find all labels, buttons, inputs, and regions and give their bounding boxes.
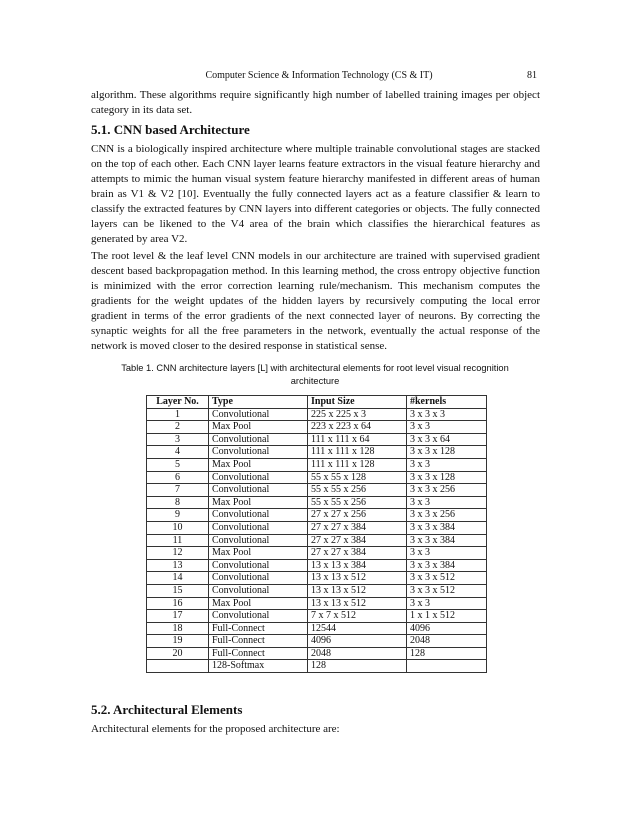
- table-cell: 2048: [407, 635, 487, 648]
- table-cell: 111 x 111 x 128: [308, 446, 407, 459]
- table-cell: 13 x 13 x 512: [308, 597, 407, 610]
- table-cell: 7 x 7 x 512: [308, 610, 407, 623]
- table-cell: 128: [407, 647, 487, 660]
- table-cell: 13 x 13 x 512: [308, 584, 407, 597]
- table-row: [147, 509, 487, 522]
- section-5-1-paragraph-1: CNN is a biologically inspired architecture where multiple trainable convolutional stages are stacked on the top of each other. Each CNN layer learns feature extractors in the visual feature hierarchy and attempts to mimic the human visual system feature hierarchy manifested in different areas of human brain as V1 & V2 [10]. Eventually the fully connected layers act as a feature classifier & learn to classify the extracted features by CNN layers into different categories or objects. The fully connected layers can be likened to the V4 area of the brain which classifies the hierarchical features as generated by area V2.: [91, 143, 540, 245]
- table-row: [147, 547, 487, 560]
- table-cell: Full-Connect: [209, 635, 308, 648]
- table-cell: 4: [147, 446, 209, 459]
- table-cell: Convolutional: [209, 484, 308, 497]
- table-row: [147, 484, 487, 497]
- table-cell: Max Pool: [209, 458, 308, 471]
- table-cell: 3 x 3 x 512: [407, 572, 487, 585]
- table-cell: 12: [147, 547, 209, 560]
- table-cell: 3 x 3: [407, 421, 487, 434]
- table-cell: 55 x 55 x 128: [308, 471, 407, 484]
- table-cell: 12544: [308, 622, 407, 635]
- table-row: [147, 458, 487, 471]
- table-cell: Convolutional: [209, 610, 308, 623]
- table-row: [147, 534, 487, 547]
- section-5-2-paragraph-1: Architectural elements for the proposed architecture are:: [91, 723, 340, 735]
- table-cell: Convolutional: [209, 559, 308, 572]
- table-cell: 1 x 1 x 512: [407, 610, 487, 623]
- table-cell: 16: [147, 597, 209, 610]
- table-cell: Convolutional: [209, 446, 308, 459]
- table-cell: Max Pool: [209, 421, 308, 434]
- table-cell: 4096: [308, 635, 407, 648]
- table-cell: Convolutional: [209, 584, 308, 597]
- table-cell: 3 x 3: [407, 496, 487, 509]
- table-cell: 3 x 3 x 256: [407, 484, 487, 497]
- table-row: [147, 635, 487, 648]
- table-cell: 128-Softmax: [209, 660, 308, 673]
- table-cell: 20: [147, 647, 209, 660]
- table-cell: 27 x 27 x 384: [308, 534, 407, 547]
- section-5-2-heading: 5.2. Architectural Elements: [91, 702, 243, 717]
- table-cell: Convolutional: [209, 509, 308, 522]
- table-cell: 3 x 3 x 256: [407, 509, 487, 522]
- table-cell: 2: [147, 421, 209, 434]
- table-cell: 3 x 3 x 384: [407, 559, 487, 572]
- table-cell: 111 x 111 x 128: [308, 458, 407, 471]
- table-cell: 3 x 3 x 128: [407, 446, 487, 459]
- table-cell: 1: [147, 408, 209, 421]
- table-cell: 6: [147, 471, 209, 484]
- cnn-layers-table: [146, 395, 487, 673]
- table-cell: 17: [147, 610, 209, 623]
- table-cell: 15: [147, 584, 209, 597]
- table-cell: 27 x 27 x 384: [308, 521, 407, 534]
- table-cell: 13: [147, 559, 209, 572]
- table-cell: 223 x 223 x 64: [308, 421, 407, 434]
- table-cell: 14: [147, 572, 209, 585]
- table-cell: 111 x 111 x 64: [308, 433, 407, 446]
- table-row: [147, 584, 487, 597]
- table-cell: Max Pool: [209, 597, 308, 610]
- table-row: [147, 647, 487, 660]
- table-row: [147, 446, 487, 459]
- table-cell: 8: [147, 496, 209, 509]
- table-row: [147, 660, 487, 673]
- table-cell: 3 x 3 x 64: [407, 433, 487, 446]
- table-cell: [147, 660, 209, 673]
- table-cell: 3 x 3 x 384: [407, 534, 487, 547]
- table-row: [147, 433, 487, 446]
- table-cell: 225 x 225 x 3: [308, 408, 407, 421]
- column-header: #kernels: [407, 396, 487, 409]
- table-cell: 3 x 3: [407, 547, 487, 560]
- table-row: [147, 496, 487, 509]
- table-row: [147, 471, 487, 484]
- table-cell: Convolutional: [209, 408, 308, 421]
- table-row: [147, 610, 487, 623]
- column-header: Input Size: [308, 396, 407, 409]
- table-cell: 55 x 55 x 256: [308, 496, 407, 509]
- table-cell: 7: [147, 484, 209, 497]
- table-row: [147, 597, 487, 610]
- table-row: [147, 559, 487, 572]
- table-cell: [407, 660, 487, 673]
- table-cell: Convolutional: [209, 471, 308, 484]
- table-cell: 3 x 3 x 512: [407, 584, 487, 597]
- table-row: [147, 521, 487, 534]
- table-cell: 3 x 3: [407, 597, 487, 610]
- table-cell: Max Pool: [209, 547, 308, 560]
- table-row: [147, 622, 487, 635]
- table-cell: 9: [147, 509, 209, 522]
- table-header-row: [147, 396, 487, 409]
- intro-paragraph: algorithm. These algorithms require significantly high number of labelled training images per object category in its data set.: [91, 89, 540, 116]
- table-cell: 5: [147, 458, 209, 471]
- table-cell: 4096: [407, 622, 487, 635]
- table-cell: 3 x 3: [407, 458, 487, 471]
- table-cell: 10: [147, 521, 209, 534]
- table-cell: 19: [147, 635, 209, 648]
- table-row: [147, 421, 487, 434]
- table-cell: 3 x 3 x 384: [407, 521, 487, 534]
- column-header: Type: [209, 396, 308, 409]
- table-cell: 3 x 3 x 128: [407, 471, 487, 484]
- table-cell: 11: [147, 534, 209, 547]
- table-cell: Convolutional: [209, 534, 308, 547]
- table-cell: 13 x 13 x 384: [308, 559, 407, 572]
- table-cell: 27 x 27 x 384: [308, 547, 407, 560]
- table-cell: 2048: [308, 647, 407, 660]
- table-cell: Convolutional: [209, 433, 308, 446]
- table-cell: 3 x 3 x 3: [407, 408, 487, 421]
- column-header: Layer No.: [147, 396, 209, 409]
- table-row: [147, 408, 487, 421]
- page-number: 81: [527, 70, 537, 81]
- table-cell: Full-Connect: [209, 647, 308, 660]
- table-cell: Max Pool: [209, 496, 308, 509]
- running-title: Computer Science & Information Technology (CS & IT): [205, 70, 433, 81]
- table-cell: 18: [147, 622, 209, 635]
- table-caption: Table 1. CNN architecture layers [L] with architectural elements for root level visual recognition architecture: [121, 363, 509, 386]
- table-row: [147, 572, 487, 585]
- table-cell: Full-Connect: [209, 622, 308, 635]
- table-cell: Convolutional: [209, 572, 308, 585]
- table-cell: 13 x 13 x 512: [308, 572, 407, 585]
- table-cell: 128: [308, 660, 407, 673]
- table-cell: 27 x 27 x 256: [308, 509, 407, 522]
- table-cell: 55 x 55 x 256: [308, 484, 407, 497]
- section-5-1-heading: 5.1. CNN based Architecture: [91, 122, 250, 137]
- section-5-1-paragraph-2: The root level & the leaf level CNN models in our architecture are trained with supervised gradient descent based backpropagation method. In this learning method, the cross entropy objective function is minimized with the error correction learning rule/mechanism. This mechanism computes the gradients for the weight updates of the hidden layers by recursively computing the local error gradient in terms of the error gradients of the next connected layer of neurons. By correcting the synaptic weights for all the free parameters in the network, eventually the actual response of the network is moved closer to the desired response in statistical sense.: [91, 250, 540, 352]
- table-cell: Convolutional: [209, 521, 308, 534]
- table-cell: 3: [147, 433, 209, 446]
